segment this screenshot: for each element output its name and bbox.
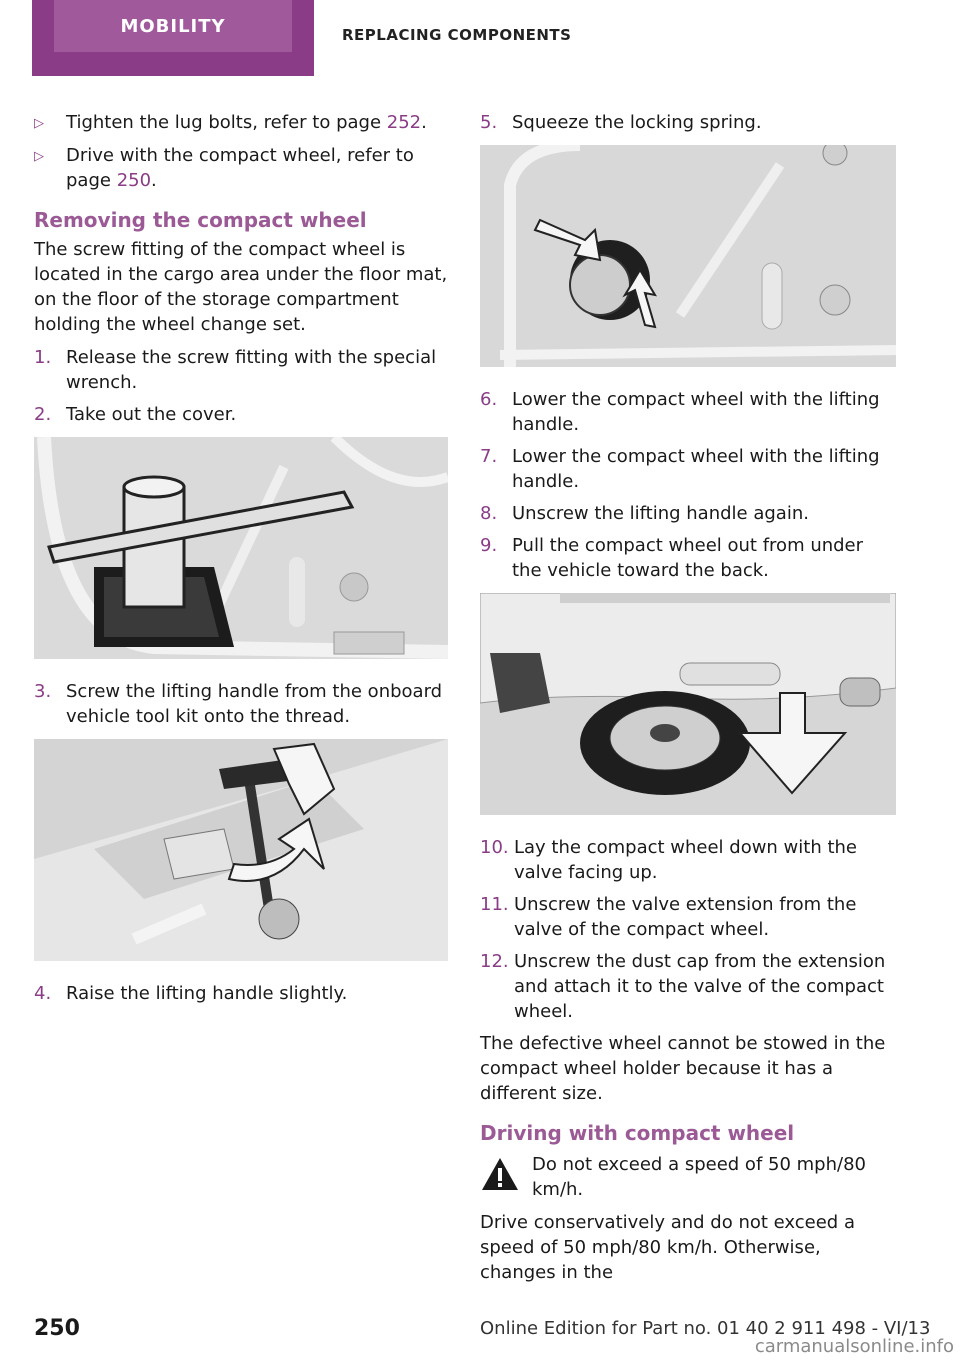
- chapter-title: REPLACING COMPONENTS: [342, 26, 572, 44]
- warning-text: Do not exceed a speed of 50 mph/80 km/h.: [532, 1154, 866, 1200]
- step-item: 10. Lay the compact wheel down with the valve facing up.: [480, 837, 858, 883]
- step-item: 2. Take out the cover.: [34, 404, 237, 425]
- intro-paragraph: The screw fitting of the compact wheel is located in the cargo area under the floor mat, on the floor of the storage compartment holding the wheel change set.: [34, 239, 448, 335]
- wrench-illustration: [34, 437, 448, 659]
- step-item: 5. Squeeze the locking spring.: [480, 112, 762, 133]
- right-column: [480, 110, 896, 1293]
- section-heading: Driving with compact wheel: [480, 1121, 795, 1145]
- page-link[interactable]: 252: [386, 112, 422, 133]
- step-item: 6. Lower the compact wheel with the lifting handle.: [480, 389, 880, 435]
- page-number: 250: [34, 1316, 80, 1341]
- section-tab-label: MOBILITY: [54, 0, 292, 52]
- step-item: 7. Lower the compact wheel with the lifting handle.: [480, 446, 880, 492]
- step-item: 12. Unscrew the dust cap from the extension and attach it to the valve of the compact wheel.: [480, 951, 886, 1022]
- step-item: 8. Unscrew the lifting handle again.: [480, 503, 809, 524]
- step-item: 4. Raise the lifting handle slightly.: [34, 983, 348, 1004]
- left-column: [34, 110, 448, 1013]
- body-paragraph: Drive conservatively and do not exceed a speed of 50 mph/80 km/h. Otherwise, changes in the: [480, 1212, 855, 1283]
- locking-spring-illustration: [480, 145, 896, 367]
- triangle-bullet-icon: ▷: [34, 116, 44, 131]
- note-paragraph: The defective wheel cannot be stowed in the compact wheel holder because it has a different size.: [480, 1033, 886, 1104]
- step-item: 1. Release the screw fitting with the special wrench.: [34, 347, 437, 393]
- bullet-item: ▷ Drive with the compact wheel, refer to page 250.: [34, 145, 414, 191]
- compact-wheel-illustration: [480, 593, 896, 815]
- page-link[interactable]: 250: [116, 170, 152, 191]
- section-heading: Removing the compact wheel: [34, 208, 367, 232]
- triangle-bullet-icon: ▷: [34, 149, 44, 164]
- step-item: 3. Screw the lifting handle from the onboard vehicle tool kit onto the thread.: [34, 681, 443, 727]
- section-tab: [32, 0, 314, 76]
- edition-info: Online Edition for Part no. 01 40 2 911 498 - VI/13: [480, 1318, 931, 1339]
- warning-block: [480, 1152, 896, 1202]
- watermark: carmanualsonline.info: [754, 1336, 954, 1357]
- step-item: 9. Pull the compact wheel out from under the vehicle toward the back.: [480, 535, 864, 581]
- bullet-item: ▷ Tighten the lug bolts, refer to page 252.: [34, 110, 448, 136]
- warning-icon: [480, 1156, 520, 1192]
- lifting-handle-illustration: [34, 739, 448, 961]
- step-item: 11. Unscrew the valve extension from the valve of the compact wheel.: [480, 894, 857, 940]
